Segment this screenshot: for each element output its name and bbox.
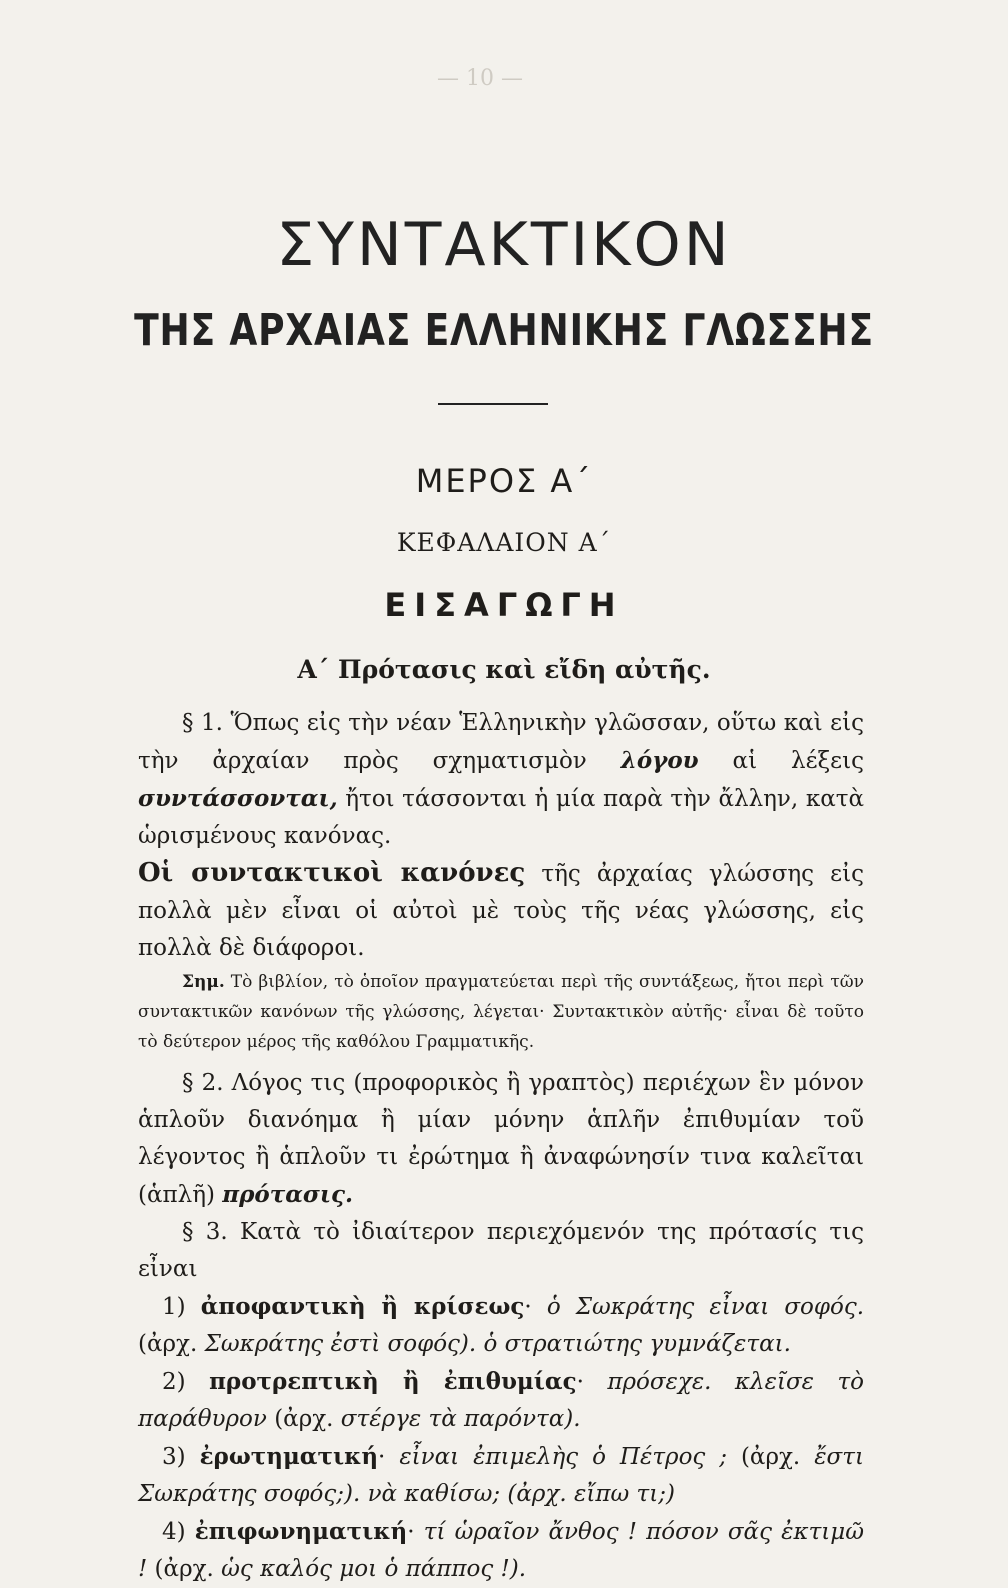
- text-run: § 2. Λόγος τις (προφορικὸς ἢ γραπτὸς) περιέχων ἓν μόνον ἁπλοῦν διανόημα ἢ μίαν μόνην ἁπλῆν ἐπιθυμίαν τοῦ λέγοντος ἢ ἁπλοῦν τι ἐρώτημα ἢ ἀναφώνησίν τινα καλεῖται (ἁπλῆ): [138, 1070, 864, 1208]
- text-run: § 1. Ὅπως εἰς τὴν νέαν Ἑλληνικὴν γλῶσσαν, οὕτω καὶ εἰς τὴν ἀρχαίαν πρὸς σχηματισμὸν: [138, 710, 864, 774]
- item-number: 2): [162, 1369, 210, 1395]
- emphasis: λόγου: [620, 747, 699, 774]
- text-run: τῆς ἀρχαίας γλώσσης εἰς πολλὰ μὲν εἶναι οἱ αὐτοὶ μὲ τοὺς τῆς νέας γλώσσης, εἰς πολλὰ δὲ διάφοροι.: [138, 861, 864, 961]
- example: τί ὡραῖον ἄνθος ! πόσον σᾶς ἐκτιμῶ !: [138, 1519, 865, 1582]
- lead-phrase: Οἱ συντακτικοὶ κανόνες: [138, 858, 526, 888]
- text-run: αἱ λέξεις: [698, 748, 864, 774]
- text-run: ·: [524, 1294, 547, 1320]
- text-run: ·: [576, 1369, 608, 1395]
- item-term: ἐρωτηματική: [199, 1443, 379, 1470]
- book-title: ΣΥΝΤΑΚΤΙΚΟΝ: [276, 210, 732, 280]
- text-run: (ἀρχ.: [138, 1331, 205, 1357]
- list-item: [138, 1363, 864, 1438]
- example: ἔστι Σωκράτης σοφός;).: [138, 1444, 864, 1507]
- text-run: (ἀρχ.: [727, 1444, 815, 1470]
- paragraph-1: [138, 705, 864, 855]
- item-term: ἐπιφωνηματική: [194, 1518, 408, 1545]
- item-term: προτρεπτικὴ ἢ ἐπιθυμίας: [209, 1368, 577, 1395]
- example: ὁ στρατιώτης γυμνάζεται.: [483, 1331, 791, 1357]
- chapter-heading: ΚΕΦΑΛΑΙΟΝ Α΄: [396, 528, 612, 557]
- text-run: [476, 1331, 483, 1357]
- text-run: [360, 1481, 367, 1507]
- paragraph-4: § 3. Κατὰ τὸ ἰδιαίτερον περιεχόμενόν της πρότασίς τις εἶναι: [138, 1219, 864, 1282]
- example: ὁ Σωκράτης εἶναι σοφός.: [546, 1294, 865, 1320]
- example: στέργε τὰ παρόντα).: [340, 1406, 581, 1432]
- list-item: [138, 1438, 864, 1513]
- text-run: ·: [407, 1519, 424, 1545]
- example: νὰ καθίσω; (ἀρχ. εἴπω τι;): [367, 1481, 675, 1507]
- emphasis: πρότασις.: [222, 1181, 354, 1208]
- part-heading: ΜΕΡΟΣ Α΄: [415, 462, 593, 500]
- page-number: — 10 —: [437, 66, 523, 91]
- text-run: ·: [378, 1444, 400, 1470]
- body-text: [138, 705, 864, 1588]
- text-run: (ἀρχ.: [147, 1556, 222, 1582]
- item-number: 3): [162, 1444, 200, 1470]
- text-run: (ἀρχ.: [266, 1406, 341, 1432]
- subsection-heading: Α΄ Πρότασις καὶ εἴδη αὐτῆς.: [297, 655, 711, 684]
- paragraph-3: [138, 1065, 864, 1214]
- paragraph-2: [138, 855, 864, 967]
- item-term: ἀποφαντικὴ ἢ κρίσεως: [200, 1293, 525, 1320]
- example: εἶναι ἐπιμελὴς ὁ Πέτρος ;: [399, 1444, 727, 1470]
- example: ὡς καλός μοι ὁ πάππος !).: [221, 1556, 527, 1582]
- example: πρόσεχε. κλεῖσε τὸ παράθυρον: [138, 1369, 865, 1432]
- note-label: Σημ.: [182, 972, 225, 992]
- text-run: ἤτοι τάσσονται ἡ μία παρὰ τὴν ἄλλην, κατὰ ὡρισμένους κανόνας.: [138, 786, 864, 849]
- note: [138, 967, 864, 1057]
- item-number: 4): [162, 1519, 195, 1545]
- title-divider: [438, 403, 548, 405]
- book-subtitle: ΤΗΣ ΑΡΧΑΙΑΣ ΕΛΛΗΝΙΚΗΣ ΓΛΩΣΣΗΣ: [134, 305, 874, 356]
- section-title: ΕΙΣΑΓΩΓΗ: [384, 586, 624, 624]
- emphasis: συντάσσονται,: [138, 785, 338, 812]
- note-text: Τὸ βιβλίον, τὸ ὁποῖον πραγματεύεται περὶ τῆς συντάξεως, ἤτοι περὶ τῶν συντακτικῶν κανόνων τῆς γλώσσης, λέγεται· Συντακτικὸν αὐτῆς· εἶναι δὲ τοῦτο τὸ δεύτερον μέρος τῆς καθόλου Γραμματικῆς.: [138, 972, 864, 1052]
- example: Σωκράτης ἐστὶ σοφός).: [204, 1331, 477, 1357]
- list-item: [138, 1288, 864, 1363]
- list-item: [138, 1513, 864, 1588]
- item-number: 1): [162, 1294, 201, 1320]
